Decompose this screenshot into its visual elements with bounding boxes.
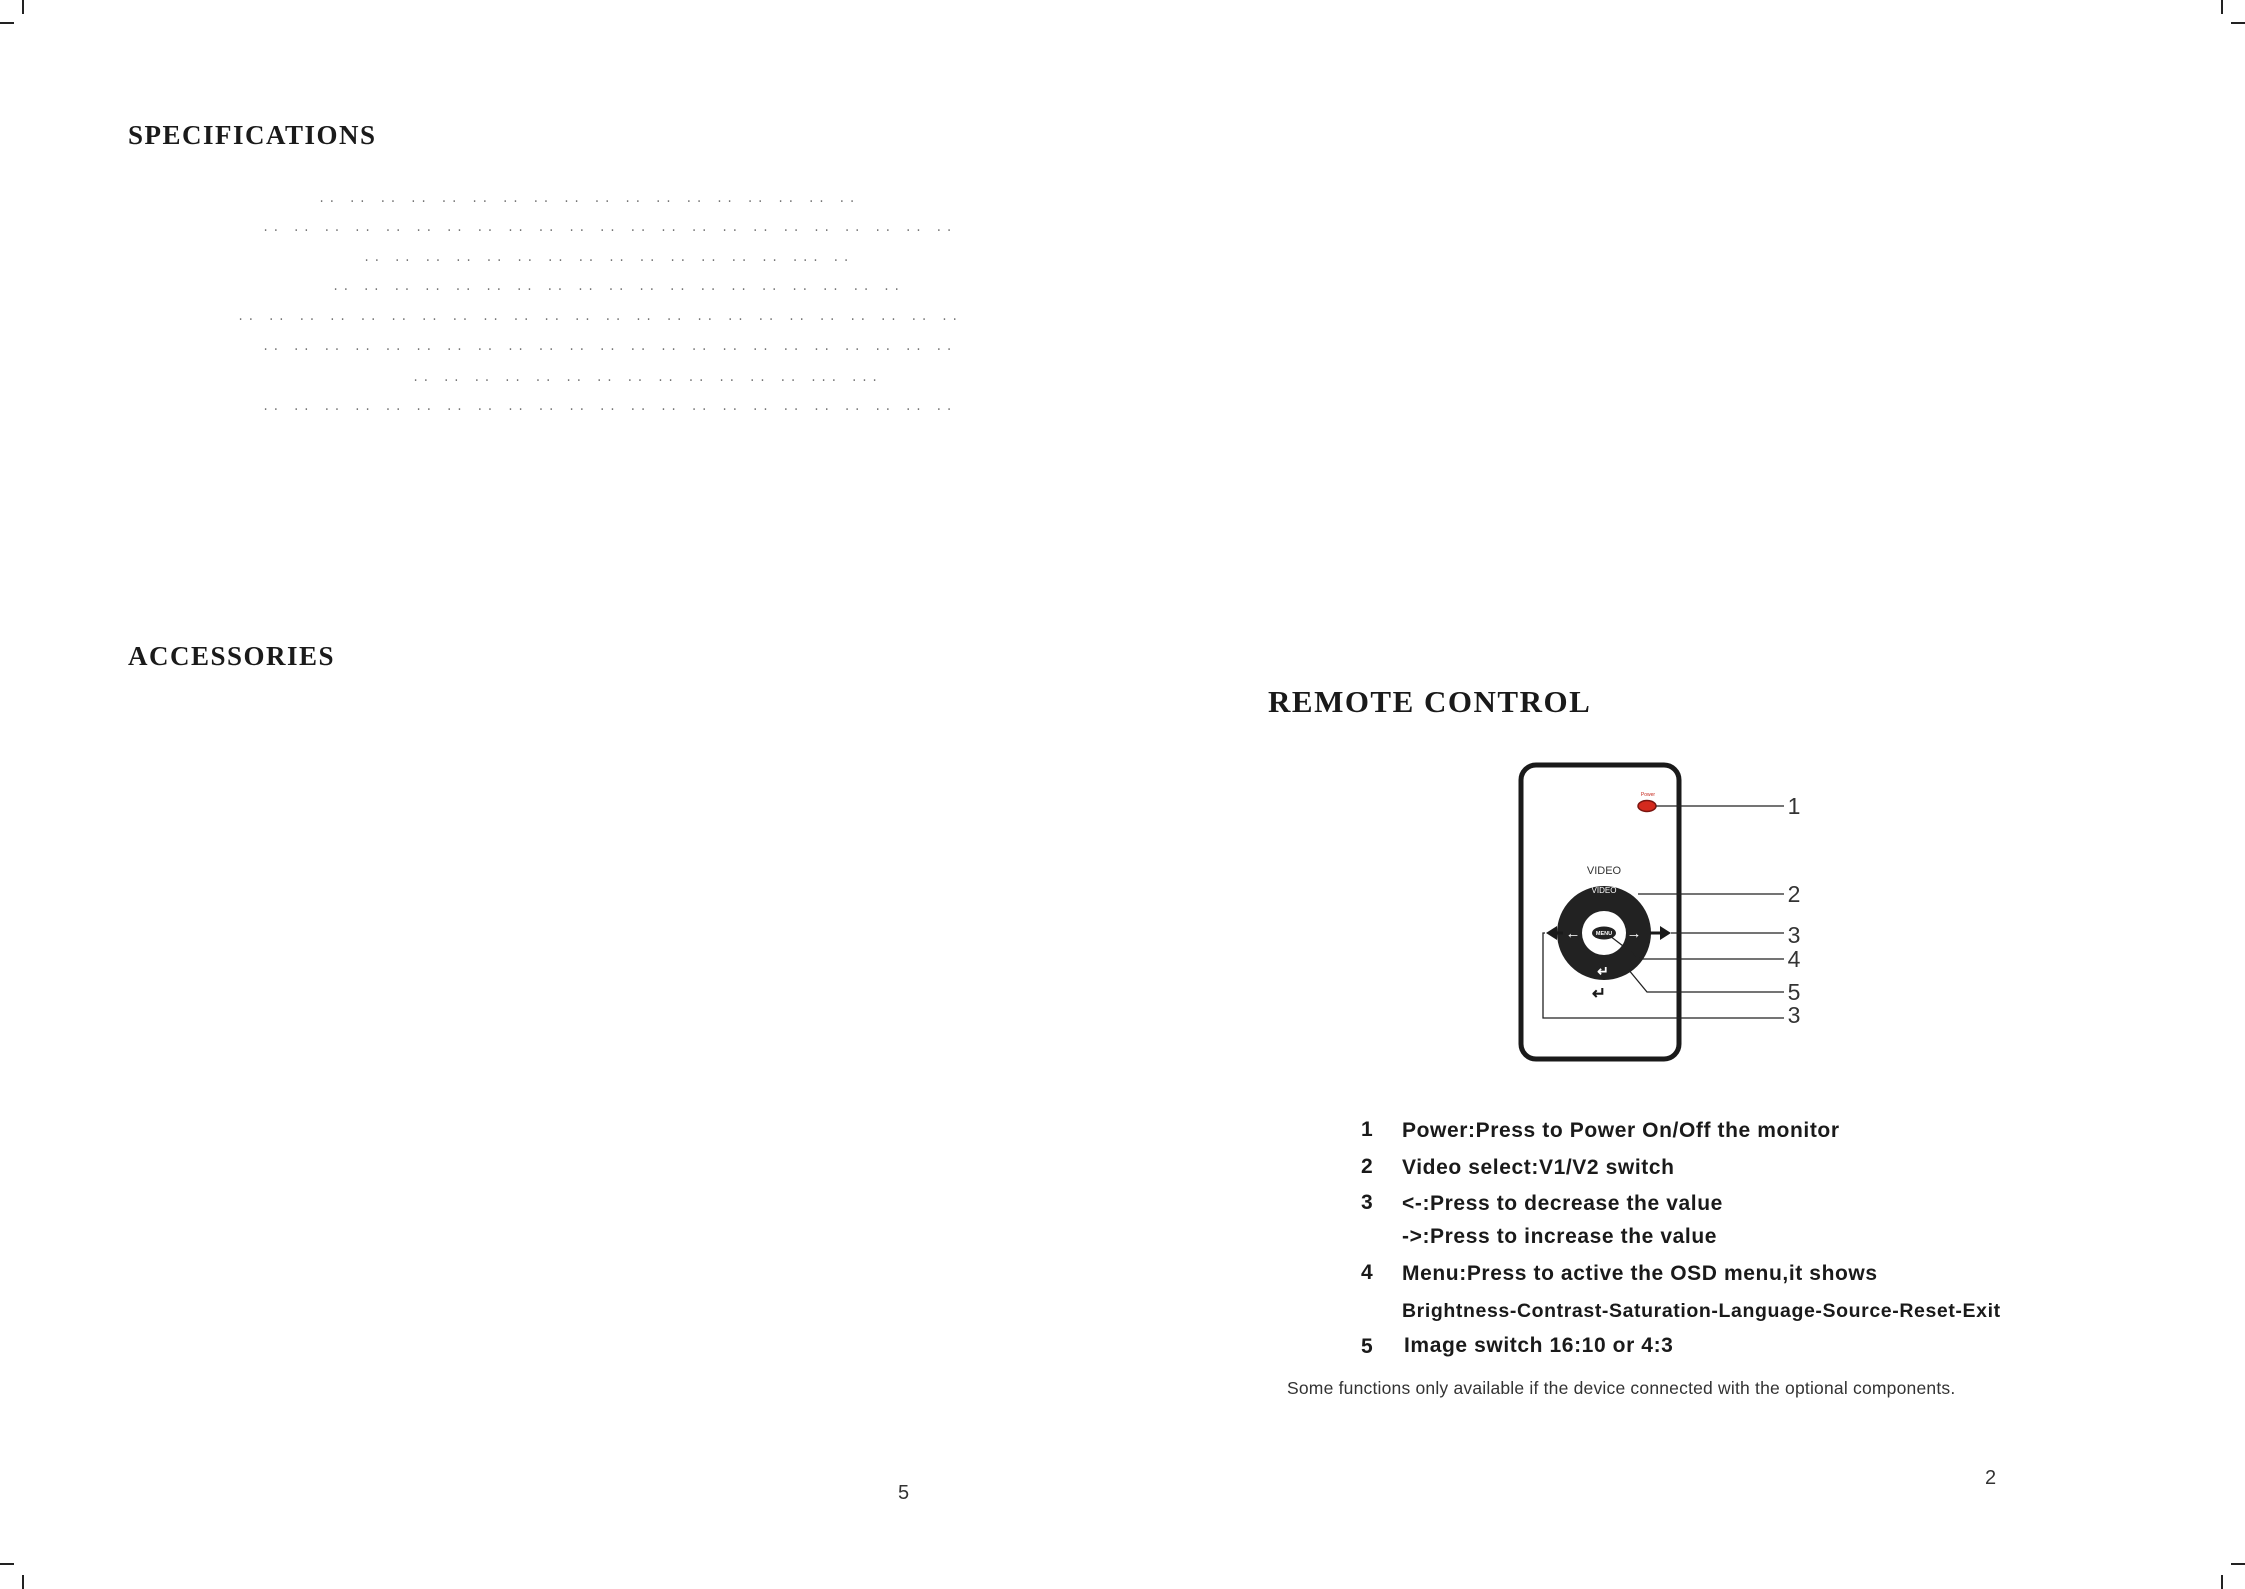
item-number: 3	[1361, 1191, 1373, 1214]
spec-leader: .. .. .. .. .. .. .. .. .. .. .. .. .. .. .. .. .. ..	[318, 192, 859, 206]
crop-mark	[2231, 1563, 2245, 1565]
power-label: Power	[1640, 792, 1656, 798]
spec-leader: .. .. .. .. .. .. .. .. .. .. .. .. .. .. .. .. .. .. .. .. .. .. ..	[262, 400, 956, 414]
item-text: Brightness-Contrast-Saturation-Language-Source-Reset-Exit	[1402, 1300, 2001, 1322]
callout-4: 4	[1787, 946, 1801, 972]
video-button-label: VIDEO	[1591, 886, 1617, 895]
item-number: 2	[1361, 1155, 1373, 1178]
item-number: 5	[1361, 1335, 1373, 1358]
page-number-left: 5	[898, 1482, 910, 1504]
outer-right-arrow-icon	[1660, 926, 1671, 940]
callout-2: 2	[1787, 881, 1801, 907]
item-text: Power:Press to Power On/Off the monitor	[1402, 1119, 1840, 1142]
spec-leader: .. .. .. .. .. .. .. .. .. .. .. .. .. .. .. .. .. .. .. .. .. .. ..	[262, 221, 956, 235]
callout-3b: 3	[1787, 1002, 1801, 1028]
outer-enter-icon: ↵	[1591, 984, 1607, 1003]
item-text: <-:Press to decrease the value	[1402, 1192, 1723, 1215]
remote-control-heading: REMOTE CONTROL	[1268, 684, 1592, 719]
crop-mark	[0, 22, 14, 24]
crop-mark	[0, 1563, 14, 1565]
specifications-heading: SPECIFICATIONS	[128, 120, 377, 150]
item-text: Menu:Press to active the OSD menu,it shows	[1402, 1262, 1878, 1285]
accessories-heading: ACCESSORIES	[128, 641, 336, 671]
power-button[interactable]	[1638, 801, 1656, 812]
crop-mark	[2231, 22, 2245, 24]
spec-leader: .. .. .. .. .. .. .. .. .. .. .. .. .. .. .. .. .. .. .. .. .. .. ..	[262, 340, 956, 354]
enter-icon[interactable]: ↵	[1597, 963, 1609, 979]
item-text: Video select:V1/V2 switch	[1402, 1156, 1675, 1179]
outer-left-arrow-icon	[1546, 926, 1557, 940]
page-number-right: 2	[1985, 1467, 1997, 1489]
item-number: 4	[1361, 1261, 1373, 1284]
callout-3: 3	[1787, 922, 1801, 948]
spec-leader: .. .. .. .. .. .. .. .. .. .. .. .. .. ... ...	[412, 371, 882, 385]
crop-mark	[22, 0, 24, 14]
menu-label: MENU	[1595, 931, 1613, 937]
callout-1: 1	[1787, 793, 1801, 819]
spec-leader: .. .. .. .. .. .. .. .. .. .. .. .. .. .. .. .. .. .. ..	[332, 280, 904, 294]
video-label: VIDEO	[1586, 865, 1622, 877]
spec-leader: .. .. .. .. .. .. .. .. .. .. .. .. .. .. .. .. .. .. .. .. .. .. .. ..	[237, 310, 962, 324]
crop-mark	[22, 1575, 24, 1589]
crop-mark	[2221, 0, 2223, 14]
crop-mark	[2221, 1575, 2223, 1589]
callout-5: 5	[1787, 979, 1801, 1005]
left-arrow-icon[interactable]: ←	[1565, 925, 1581, 942]
spec-leader: .. .. .. .. .. .. .. .. .. .. .. .. .. .. ... ..	[363, 251, 853, 265]
item-text: Image switch 16:10 or 4:3	[1404, 1334, 1674, 1357]
item-text: ->:Press to increase the value	[1402, 1225, 1718, 1248]
right-arrow-icon[interactable]: →	[1626, 925, 1642, 942]
remote-control-diagram	[1500, 755, 1840, 1075]
item-number: 1	[1361, 1118, 1373, 1141]
footnote: Some functions only available if the device connected with the optional components.	[1287, 1378, 1956, 1398]
